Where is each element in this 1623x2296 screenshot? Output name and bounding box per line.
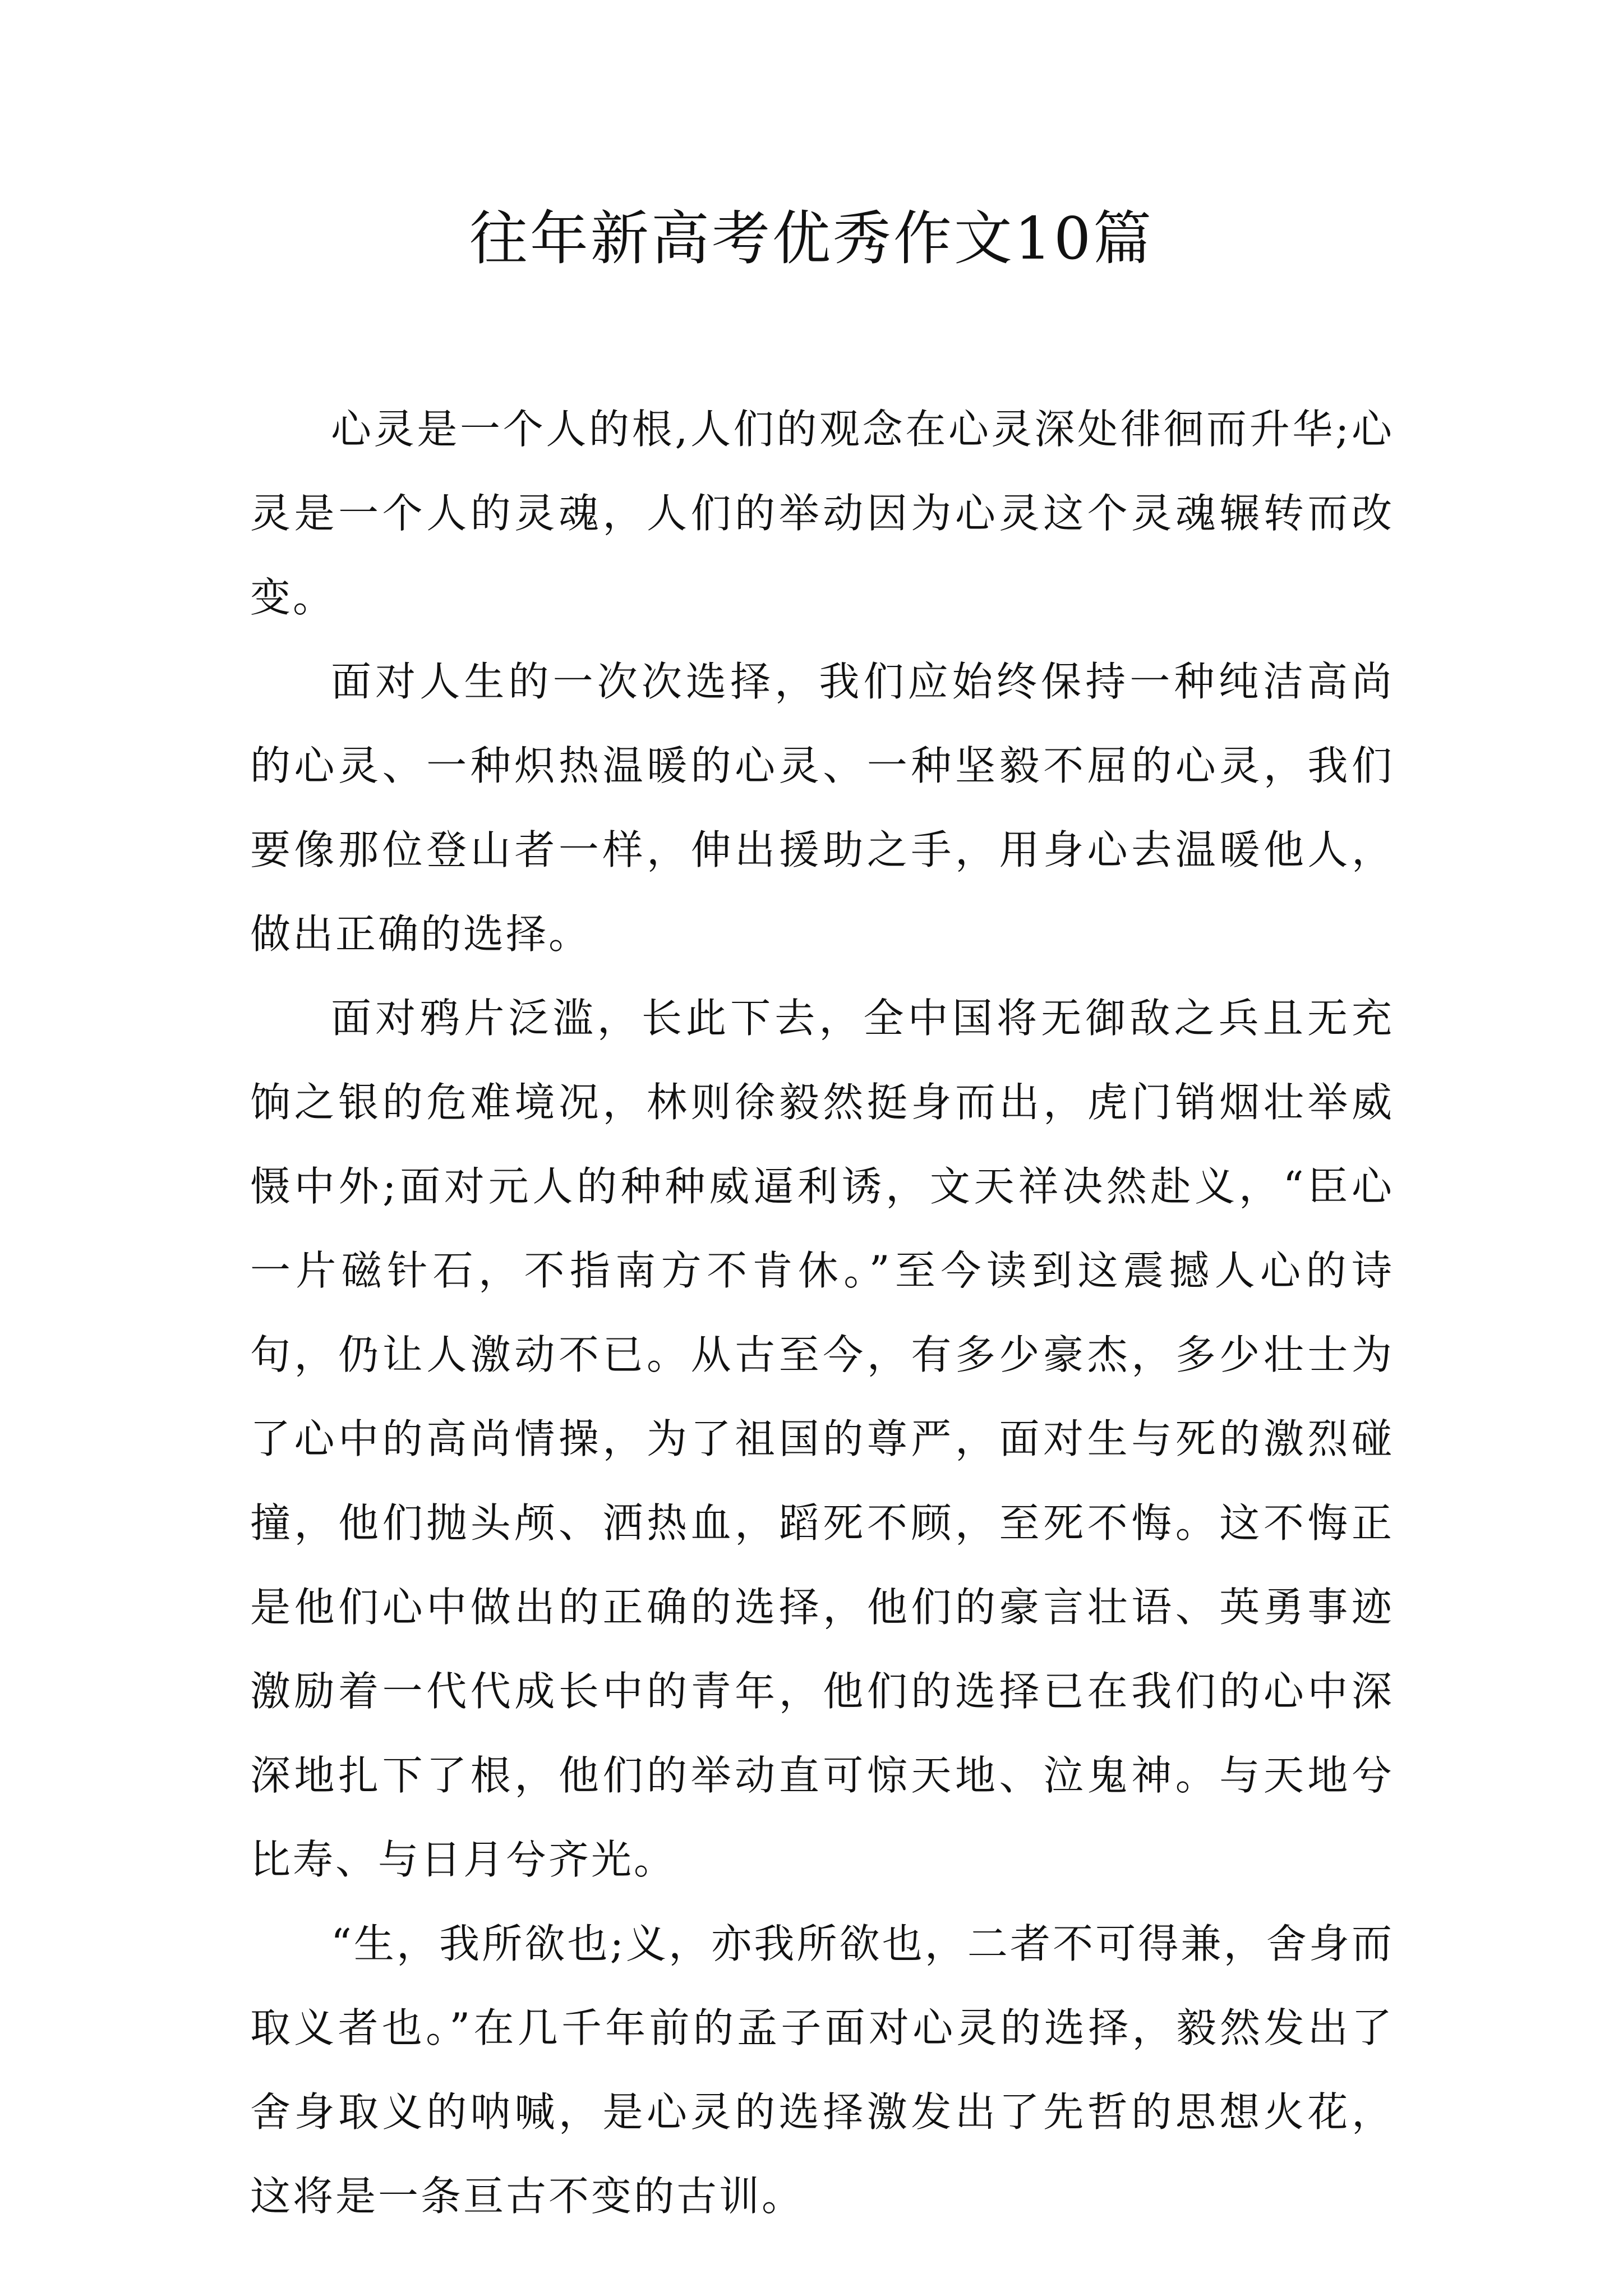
- paragraph-4: “生，我所欲也;义，亦我所欲也，二者不可得兼，舍身而取义者也。”在几千年前的孟子面对心灵的选择，毅然发出了舍身取义的呐喊，是心灵的选择激发出了先哲的思想火花，这将是一条亘古不变的古训。: [250, 1920, 1394, 2220]
- document-title: 往年新高考优秀作文10篇: [469, 204, 1154, 273]
- paragraph-1: 心灵是一个人的根,人们的观念在心灵深处徘徊而升华;心灵是一个人的灵魂，人们的举动因为心灵这个灵魂辗转而改变。: [250, 406, 1394, 621]
- paragraph-2: 面对人生的一次次选择，我们应始终保持一种纯洁高尚的心灵、一种炽热温暖的心灵、一种坚毅不屈的心灵，我们要像那位登山者一样，伸出援助之手，用身心去温暖他人，做出正确的选择。: [250, 658, 1394, 958]
- document-body: [250, 387, 1394, 2238]
- paragraph-3: 面对鸦片泛滥，长此下去，全中国将无御敌之兵且无充饷之银的危难境况，林则徐毅然挺身而出，虎门销烟壮举威慑中外;面对元人的种种威逼利诱，文天祥决然赴义，“臣心一片磁针石，不指南方不肯休。”至今读到这震撼人心的诗句，仍让人激动不已。从古至今，有多少豪杰，多少壮士为了心中的高尚情操，为了祖国的尊严，面对生与死的激烈碰撞，他们抛头颅、洒热血，蹈死不顾，至死不悔。这不悔正是他们心中做出的正确的选择，他们的豪言壮语、英勇事迹激励着一代代成长中的青年，他们的选择已在我们的心中深深地扎下了根，他们的举动直可惊天地、泣鬼神。与天地兮比寿、与日月兮齐光。: [250, 995, 1394, 1883]
